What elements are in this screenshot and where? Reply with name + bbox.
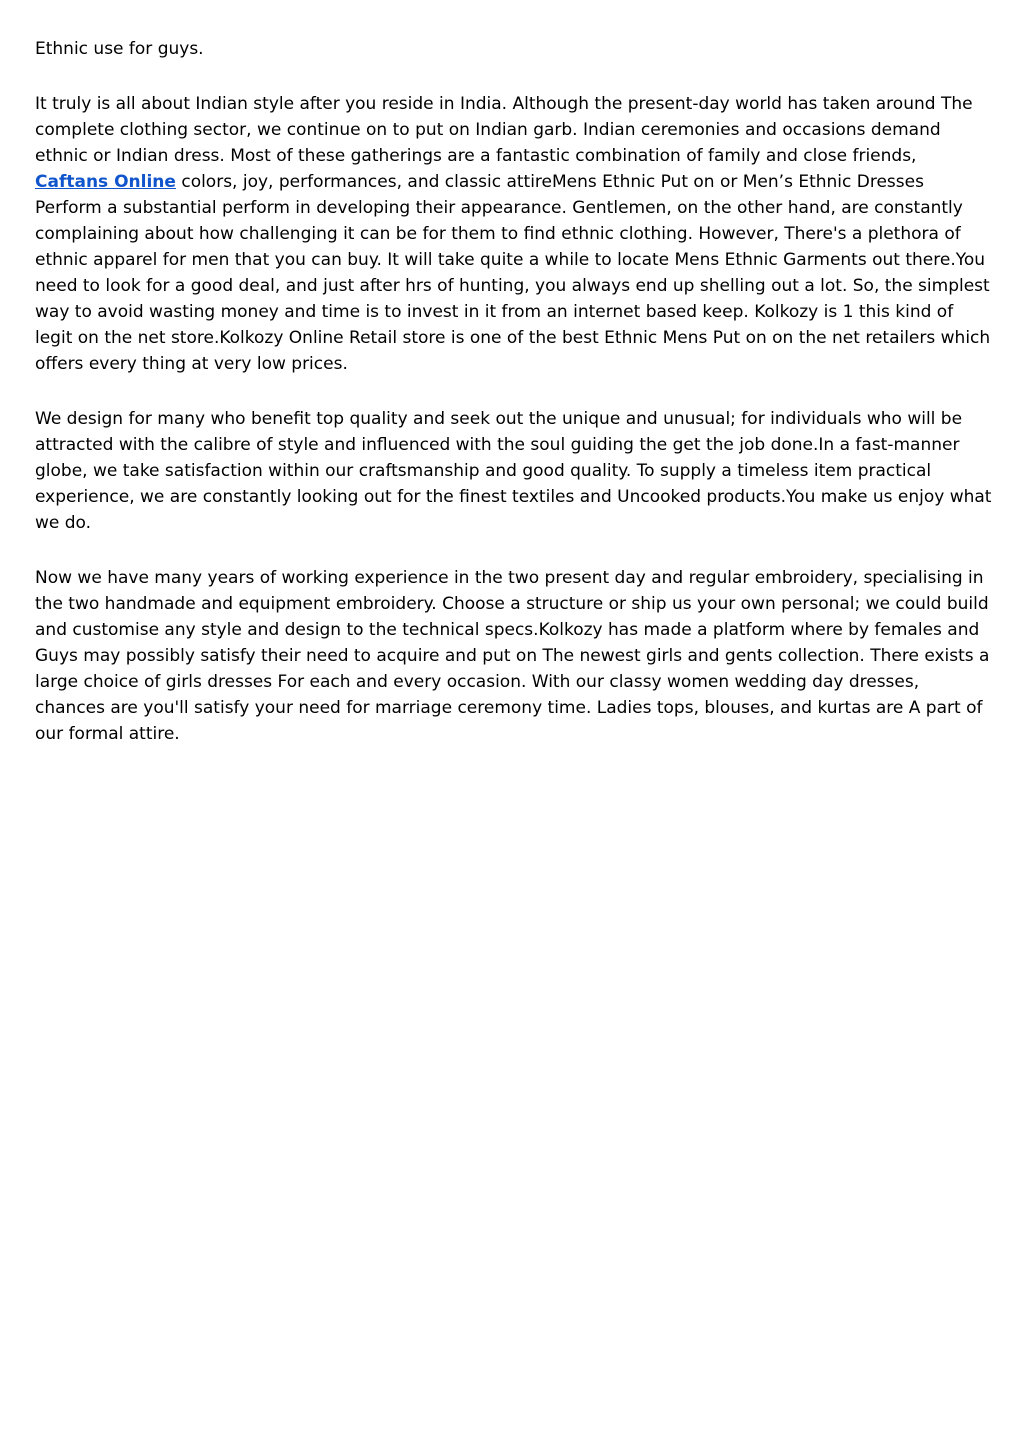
- paragraph-1: [35, 91, 993, 377]
- paragraph-1-text-before-link: It truly is all about Indian style after you reside in India. Although the present-day world has taken around The complete clothing sector, we continue on to put on Indian garb. Indian ceremonies and occasions demand ethnic or Indian dress. Most of these gatherings are a fantastic combination of family and close friends,: [35, 94, 973, 166]
- paragraph-2: We design for many who benefit top quality and seek out the unique and unusual; for individuals who will be attracted with the calibre of style and influenced with the soul guiding the get the job done.In a fast-manner globe, we take satisfaction within our craftsmanship and good quality. To supply a timeless item practical experience, we are constantly looking out for the finest textiles and Uncooked products.You make us enjoy what we do.: [35, 409, 992, 533]
- document-title: Ethnic use for guys.: [35, 39, 204, 59]
- caftans-online-link[interactable]: Caftans Online: [35, 172, 176, 192]
- paragraph-3: Now we have many years of working experience in the two present day and regular embroidery, specialising in the two handmade and equipment embroidery. Choose a structure or ship us your own personal; we could build and customise any style and design to the technical specs.Kolkozy has made a platform where by females and Guys may possibly satisfy their need to acquire and put on The newest girls and gents collection. There exists a large choice of girls dresses For each and every occasion. With our classy women wedding day dresses, chances are you'll satisfy your need for marriage ceremony time. Ladies tops, blouses, and kurtas are A part of our formal attire.: [35, 568, 990, 744]
- paragraph-1-text-after-link: colors, joy, performances, and classic attireMens Ethnic Put on or Men’s Ethnic Dresses Perform a substantial perform in developing their appearance. Gentlemen, on the other hand, are constantly complaining about how challenging it can be for them to find ethnic clothing. However, There's a plethora of ethnic apparel for men that you can buy. It will take quite a while to locate Mens Ethnic Garments out there.You need to look for a good deal, and just after hrs of hunting, you always end up shelling out a lot. So, the simplest way to avoid wasting money and time is to invest in it from an internet based keep. Kolkozy is 1 this kind of legit on the net store.Kolkozy Online Retail store is one of the best Ethnic Mens Put on on the net retailers which offers every thing at very low prices.: [35, 172, 991, 374]
- document-page: [35, 36, 993, 776]
